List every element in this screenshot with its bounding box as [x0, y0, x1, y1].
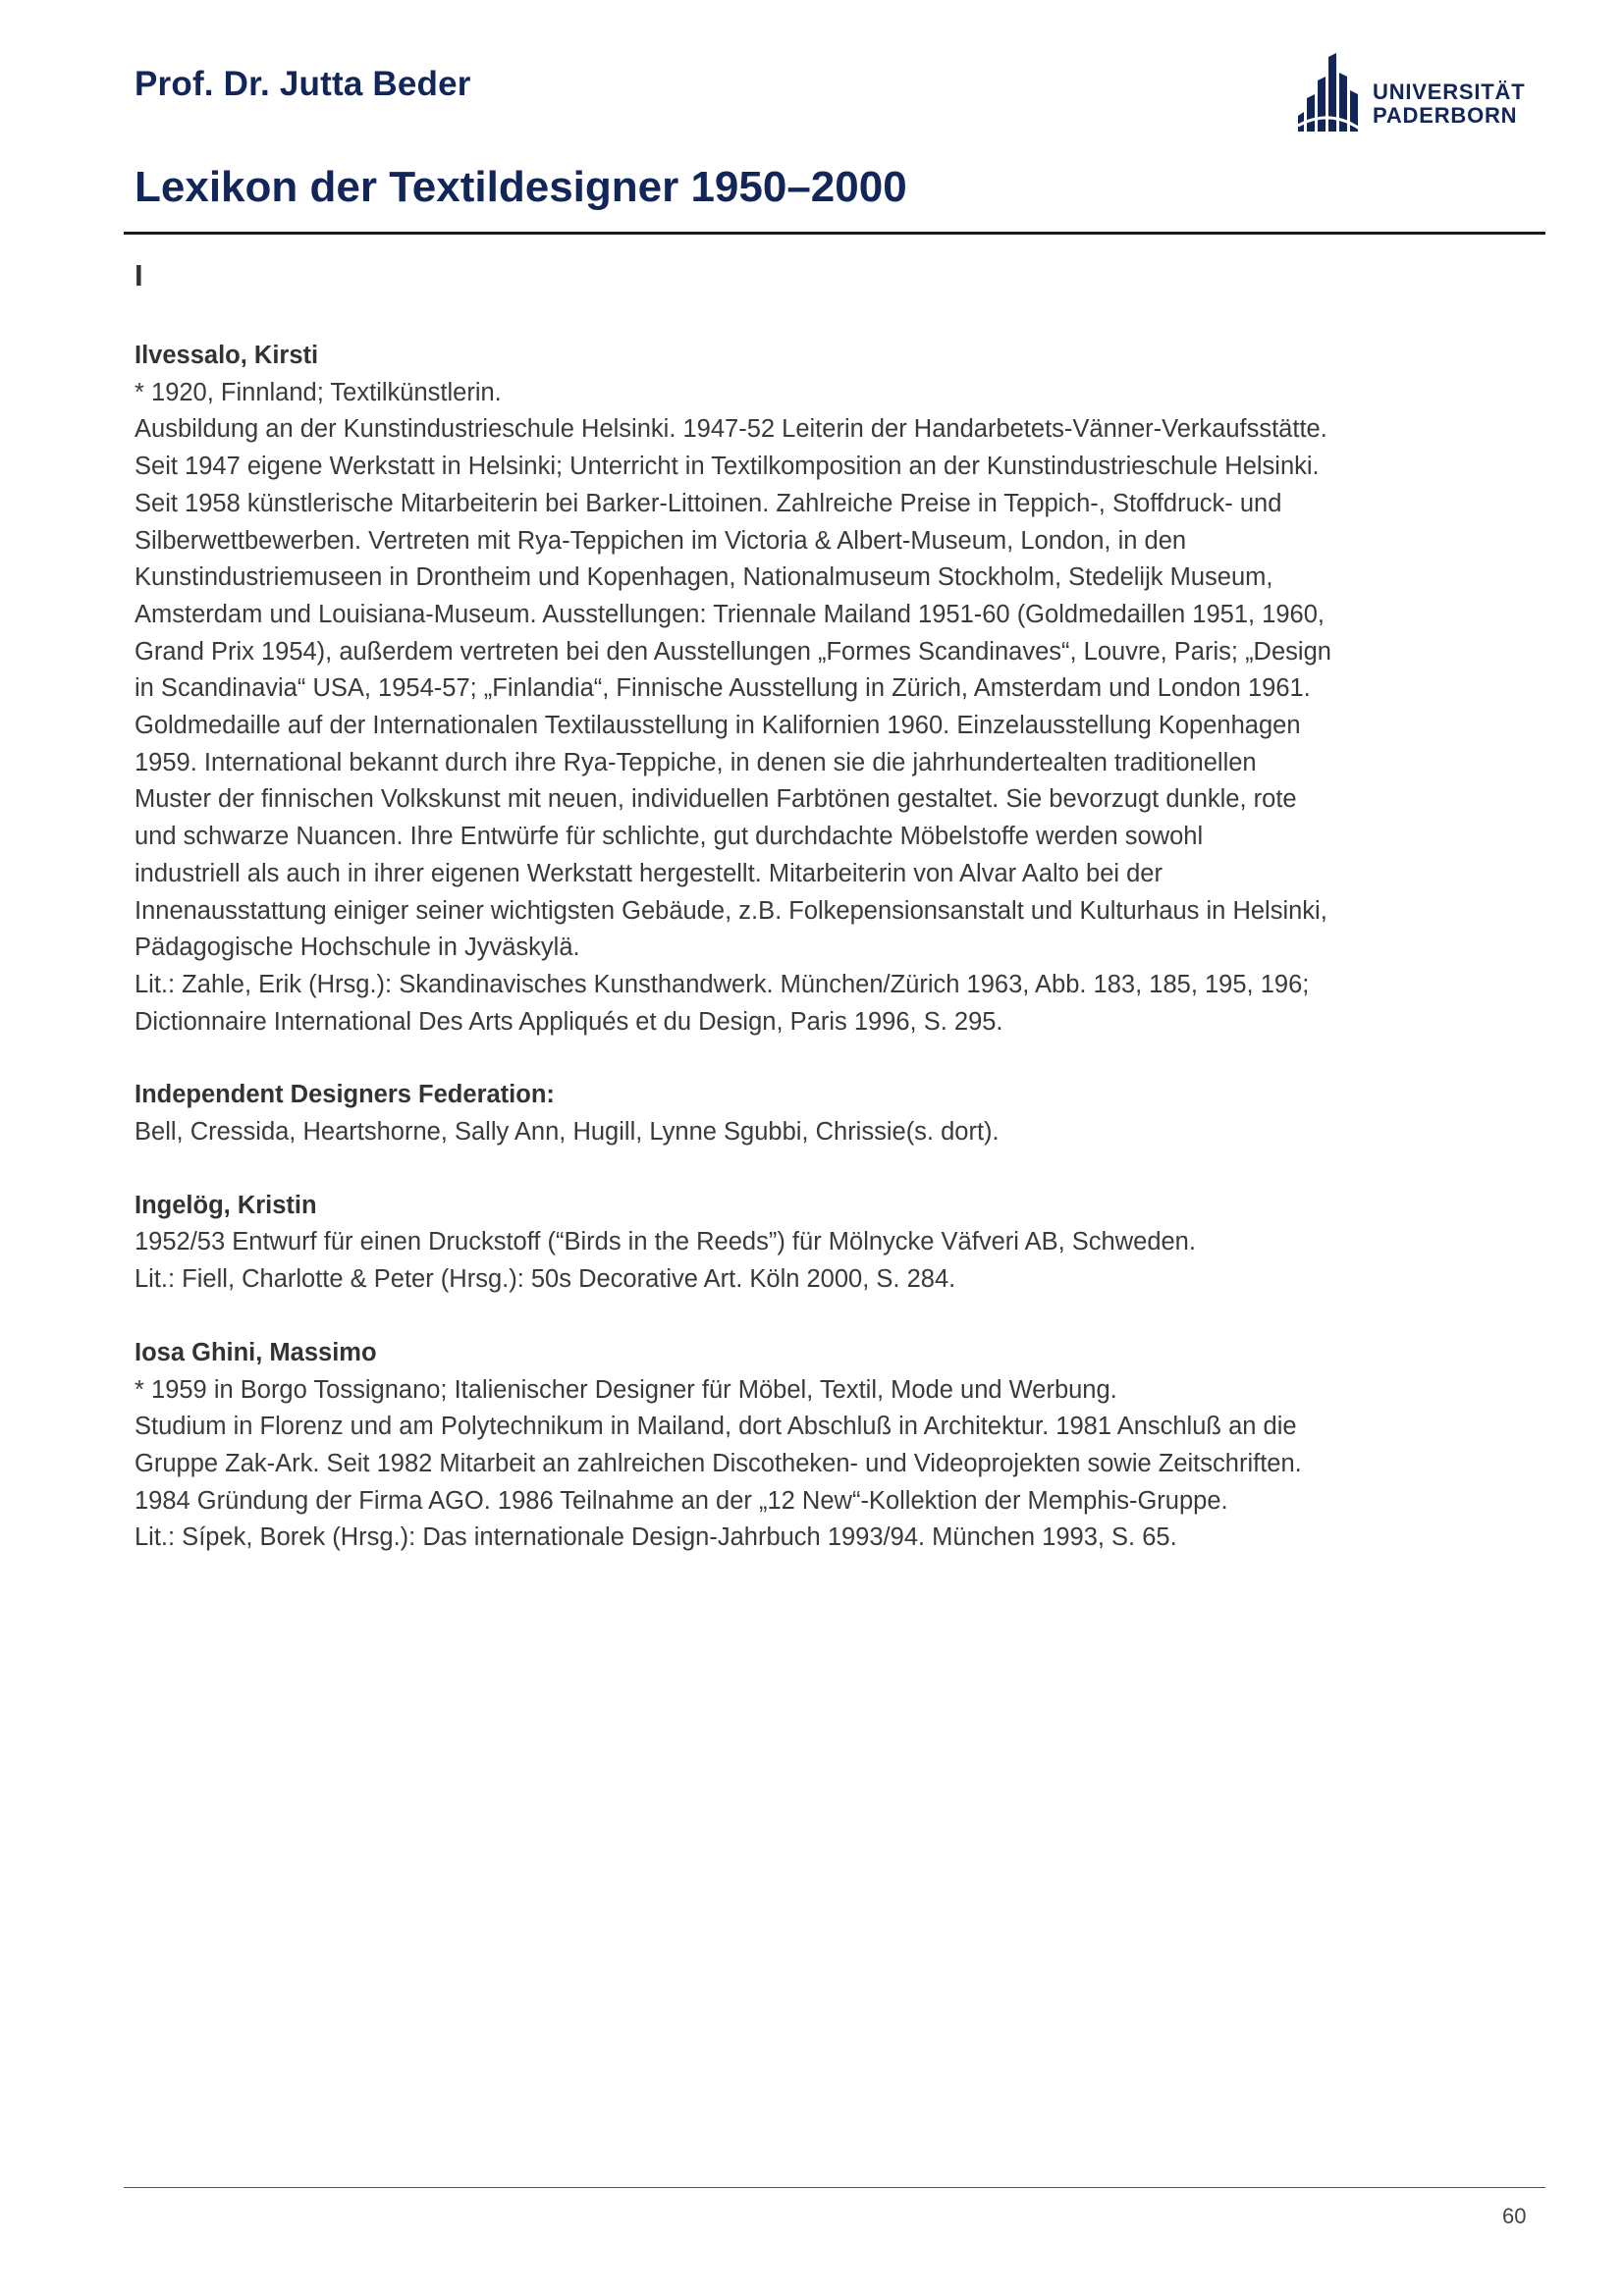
- entry-line: Studium in Florenz und am Polytechnikum in Mailand, dort Abschluß in Architektur. 1981 Anschluß an die: [135, 1413, 1297, 1441]
- entry-heading: Iosa Ghini, Massimo: [135, 1338, 377, 1366]
- entry-line: Seit 1947 eigene Werkstatt in Helsinki; Unterricht in Textilkomposition an der Kunstindustrieschule Helsinki.: [135, 453, 1320, 481]
- university-logo-text: [1373, 80, 1525, 128]
- entry-line: und schwarze Nuancen. Ihre Entwürfe für schlichte, gut durchdachte Möbelstoffe werden sowohl: [135, 823, 1204, 851]
- page-number: 60: [1502, 2204, 1527, 2228]
- entry-independent-designers-federation: [135, 1077, 1509, 1150]
- entry-iosa-ghini: [135, 1335, 1509, 1557]
- entry-line: Kunstindustriemuseen in Drontheim und Kopenhagen, Nationalmuseum Stockholm, Stedelijk Museum,: [135, 563, 1273, 592]
- entry-heading: Ingelög, Kristin: [135, 1191, 317, 1219]
- entry-line: Innenausstattung einiger seiner wichtigsten Gebäude, z.B. Folkepensionsanstalt und Kulturhaus in Helsinki,: [135, 896, 1327, 925]
- author-name: Prof. Dr. Jutta Beder: [135, 65, 471, 103]
- entry-line: Muster der finnischen Volkskunst mit neuen, individuellen Farbtönen gestaltet. Sie bevorzugt dunkle, rote: [135, 785, 1297, 814]
- entry-line: Silberwettbewerben. Vertreten mit Rya-Teppichen im Victoria & Albert-Museum, London, in den: [135, 526, 1187, 555]
- university-logo: [1298, 51, 1534, 133]
- entry-line: Grand Prix 1954), außerdem vertreten bei den Ausstellungen „Formes Scandinaves“, Louvre, Paris; „Design: [135, 637, 1331, 666]
- entry-line: Ausbildung an der Kunstindustrieschule Helsinki. 1947-52 Leiterin der Handarbetets-Vänner-Verkaufsstätte.: [135, 415, 1327, 444]
- entry-line: * 1920, Finnland; Textilkünstlerin.: [135, 378, 502, 406]
- entry-ingeloeg: [135, 1188, 1509, 1299]
- entry-line: 1952/53 Entwurf für einen Druckstoff (“Birds in the Reeds”) für Mölnycke Väfveri AB, Schweden.: [135, 1228, 1196, 1256]
- logo-line-1: UNIVERSITÄT: [1373, 80, 1526, 104]
- entry-line: Pädagogische Hochschule in Jyväskylä.: [135, 934, 580, 962]
- entry-line: 1959. International bekannt durch ihre Rya-Teppiche, in denen sie die jahrhundertealten traditionellen: [135, 748, 1257, 776]
- university-logo-icon: [1298, 51, 1363, 133]
- entry-heading: Ilvessalo, Kirsti: [135, 342, 319, 369]
- document-title: Lexikon der Textildesigner 1950–2000: [135, 163, 907, 211]
- logo-line-2: PADERBORN: [1373, 103, 1518, 128]
- entry-line: Lit.: Fiell, Charlotte & Peter (Hrsg.): 50s Decorative Art. Köln 2000, S. 284.: [135, 1265, 956, 1294]
- entry-line: Bell, Cressida, Heartshorne, Sally Ann, Hugill, Lynne Sgubbi, Chrissie(s. dort).: [135, 1118, 1000, 1147]
- entry-line: industriell als auch in ihrer eigenen Werkstatt hergestellt. Mitarbeiterin von Alvar Aalto bei der: [135, 859, 1163, 887]
- entry-line: Lit.: Zahle, Erik (Hrsg.): Skandinavisches Kunsthandwerk. München/Zürich 1963, Abb. 183, 185, 195, 196;: [135, 970, 1310, 998]
- section-letter: I: [135, 258, 143, 293]
- header-divider: [124, 232, 1545, 235]
- entry-ilvessalo: [135, 338, 1509, 1041]
- footer-divider: [124, 2187, 1545, 2188]
- entry-line: Dictionnaire International Des Arts Appliqués et du Design, Paris 1996, S. 295.: [135, 1007, 1003, 1036]
- entry-line: Goldmedaille auf der Internationalen Textilausstellung in Kalifornien 1960. Einzelausstellung Kopenhagen: [135, 712, 1301, 740]
- lexicon-entries: [135, 338, 1509, 1593]
- entry-line: Gruppe Zak-Ark. Seit 1982 Mitarbeit an zahlreichen Discotheken- und Videoprojekten sowie Zeitschriften.: [135, 1449, 1302, 1477]
- entry-line: in Scandinavia“ USA, 1954-57; „Finlandia“, Finnische Ausstellung in Zürich, Amsterdam und London 1961.: [135, 674, 1311, 703]
- entry-line: Lit.: Sípek, Borek (Hrsg.): Das internationale Design-Jahrbuch 1993/94. München 1993, S. 65.: [135, 1523, 1177, 1552]
- entry-line: * 1959 in Borgo Tossignano; Italienischer Designer für Möbel, Textil, Mode und Werbung.: [135, 1375, 1117, 1404]
- entry-line: Seit 1958 künstlerische Mitarbeiterin bei Barker-Littoinen. Zahlreiche Preise in Teppich-, Stoffdruck- und: [135, 489, 1282, 517]
- entry-line: Amsterdam und Louisiana-Museum. Ausstellungen: Triennale Mailand 1951-60 (Goldmedaillen 1951, 1960,: [135, 600, 1325, 628]
- entry-line: 1984 Gründung der Firma AGO. 1986 Teilnahme an der „12 New“-Kollektion der Memphis-Gruppe.: [135, 1486, 1228, 1515]
- entry-heading: Independent Designers Federation:: [135, 1081, 555, 1109]
